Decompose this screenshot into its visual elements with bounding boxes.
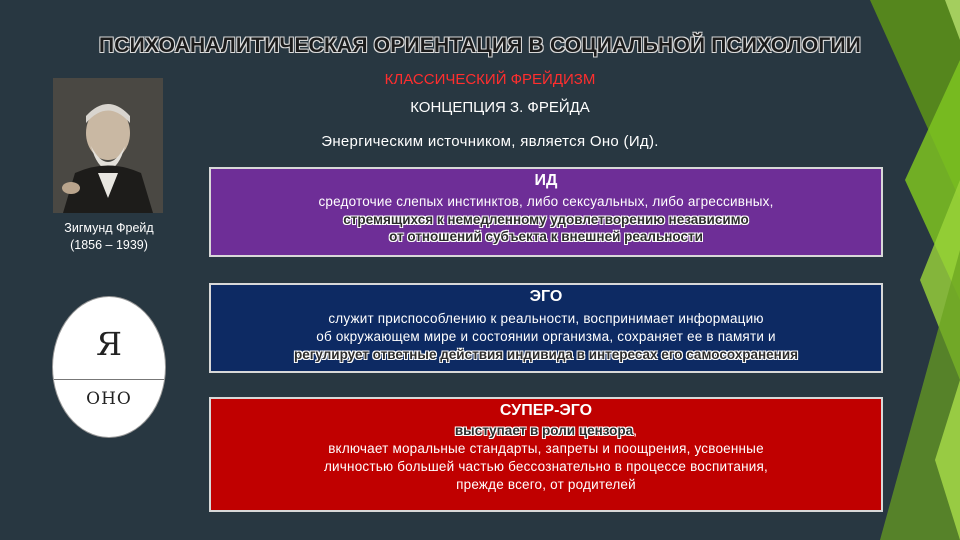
freud-portrait [53, 78, 163, 213]
superego-line-1: выступает в роли цензора [454, 423, 634, 438]
page-title: ПСИХОАНАЛИТИЧЕСКАЯ ОРИЕНТАЦИЯ В СОЦИАЛЬНОЙ ПСИХОЛОГИИ [98, 34, 862, 57]
superego-line-4: прежде всего, от родителей [456, 477, 636, 492]
subtitle: КЛАССИЧЕСКИЙ ФРЕЙДИЗМ [384, 71, 596, 88]
ego-line-2: об окружающем мире и состоянии организма, сохраняет ее в памяти и [316, 329, 776, 344]
diagram-id-label: ОНО [86, 389, 132, 409]
id-box [209, 167, 883, 257]
portrait-years: (1856 – 1939) [70, 238, 148, 252]
superego-line-1-wrap [211, 422, 881, 440]
ego-box [209, 283, 883, 373]
concept-heading: КОНЦЕПЦИЯ З. ФРЕЙДА [410, 99, 590, 116]
superego-line-1-tail: , [633, 423, 638, 438]
superego-line-3: личностью большей частью бессознательно в процессе воспитания, [323, 459, 769, 474]
diagram-ego-label: Я [96, 325, 122, 363]
superego-heading: СУПЕР-ЭГО [499, 402, 593, 419]
id-line-3: от отношений субъекта к внешней реальности [389, 229, 703, 244]
ego-heading: ЭГО [529, 288, 563, 305]
portrait-name: Зигмунд Фрейд [64, 221, 154, 235]
psyche-diagram [52, 296, 166, 438]
ego-line-1: служит приспособлению к реальности, воспринимает информацию [328, 311, 764, 326]
portrait-image [53, 78, 163, 213]
superego-line-2: включает моральные стандарты, запреты и поощрения, усвоенные [328, 441, 764, 456]
ego-line-3: регулирует ответные действия индивида в интересах его самосохранения [294, 347, 798, 362]
id-heading: ИД [534, 172, 558, 189]
id-line-2: стремящихся к немедленному удовлетворению независимо [343, 212, 749, 227]
diagram-divider [53, 379, 165, 380]
energy-statement: Энергическим источником, является Оно (Ид). [321, 133, 659, 150]
superego-box [209, 397, 883, 512]
id-line-1: средоточие слепых инстинктов, либо сексуальных, либо агрессивных, [318, 194, 774, 209]
